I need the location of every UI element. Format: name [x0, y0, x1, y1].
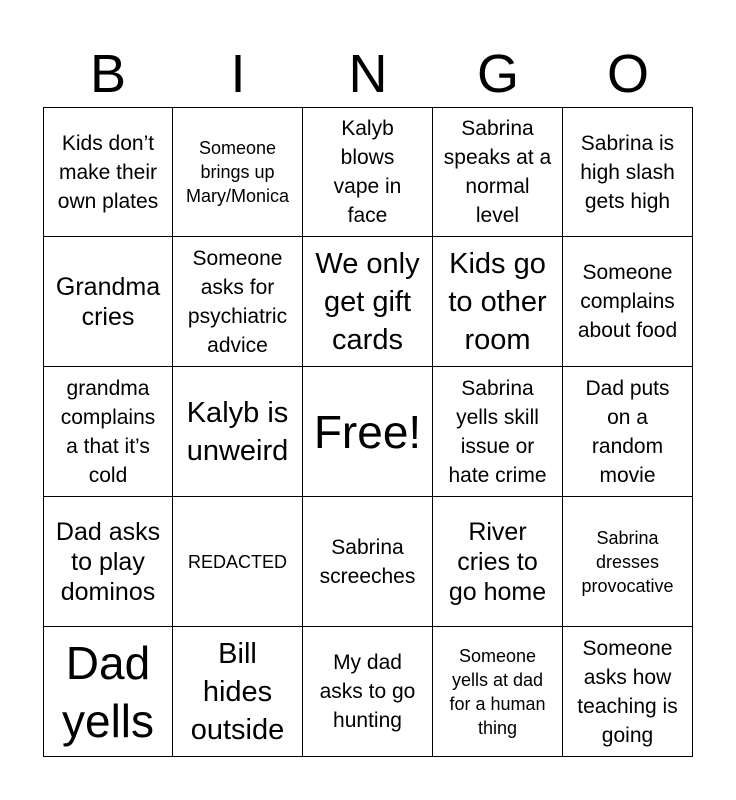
cell-text: Sabrina speaks at a normal level	[443, 117, 552, 227]
cell-text: We only get gift cards	[315, 247, 420, 356]
bingo-cell[interactable]	[563, 107, 693, 237]
cell-text: Someone yells at dad for a human thing	[449, 645, 546, 738]
bingo-cell[interactable]	[43, 237, 173, 367]
bingo-cell[interactable]	[563, 367, 693, 497]
bingo-cell[interactable]	[433, 497, 563, 627]
bingo-cell[interactable]	[563, 237, 693, 367]
cell-text: Someone asks for psychiatric advice	[187, 246, 288, 357]
bingo-cell[interactable]	[303, 627, 433, 757]
cell-text: Kalyb blows vape in face	[333, 117, 402, 227]
bingo-cell[interactable]	[173, 107, 303, 237]
bingo-cell[interactable]	[173, 237, 303, 367]
bingo-cell[interactable]	[303, 107, 433, 237]
bingo-cell[interactable]	[433, 367, 563, 497]
bingo-board	[43, 107, 693, 757]
cell-text: Kids don’t make their own plates	[57, 131, 159, 213]
bingo-cell[interactable]	[303, 497, 433, 627]
header-letter-o: O	[606, 44, 649, 104]
cell-text: Dad puts on a random movie	[585, 376, 670, 487]
cell-text: Someone complains about food	[577, 261, 678, 342]
bingo-cell[interactable]	[43, 497, 173, 627]
cell-text: Sabrina is high slash gets high	[580, 131, 675, 213]
bingo-cell[interactable]	[433, 237, 563, 367]
bingo-cell[interactable]	[433, 107, 563, 237]
bingo-cell[interactable]	[173, 627, 303, 757]
free-space-text: Free!	[313, 405, 422, 458]
bingo-cell[interactable]	[563, 627, 693, 757]
cell-text: Kalyb is unweird	[186, 396, 289, 467]
cell-text: Dad yells	[61, 636, 155, 747]
cell-text: Bill hides outside	[190, 637, 285, 746]
bingo-header	[43, 40, 693, 108]
header-letter-g: G	[476, 44, 519, 104]
cell-text: REDACTED	[187, 551, 287, 572]
bingo-cell[interactable]	[303, 237, 433, 367]
cell-text: Sabrina yells skill issue or hate crime	[448, 376, 547, 487]
cell-text: Dad asks to play dominos	[55, 517, 161, 606]
cell-text: grandma complains a that it’s cold	[60, 376, 156, 487]
cell-text: River cries to go home	[448, 517, 547, 606]
bingo-cell[interactable]	[43, 107, 173, 237]
bingo-cell[interactable]	[563, 497, 693, 627]
cell-text: My dad asks to go hunting	[319, 651, 416, 732]
header-letter-i: I	[230, 44, 246, 104]
free-space[interactable]	[303, 367, 433, 497]
bingo-cell[interactable]	[173, 497, 303, 627]
cell-text: Sabrina dresses provocative	[581, 527, 674, 596]
cell-text: Kids go to other room	[448, 247, 547, 356]
header-letter-n: N	[348, 44, 388, 104]
bingo-cell[interactable]	[43, 627, 173, 757]
cell-text: Someone brings up Mary/Monica	[185, 138, 290, 206]
header-letter-b: B	[89, 44, 127, 104]
bingo-cell[interactable]	[43, 367, 173, 497]
cell-text: Grandma cries	[55, 272, 161, 331]
bingo-cell[interactable]	[173, 367, 303, 497]
cell-text: Someone asks how teaching is going	[577, 636, 678, 747]
bingo-cell[interactable]	[433, 627, 563, 757]
cell-text: Sabrina screeches	[319, 535, 416, 588]
